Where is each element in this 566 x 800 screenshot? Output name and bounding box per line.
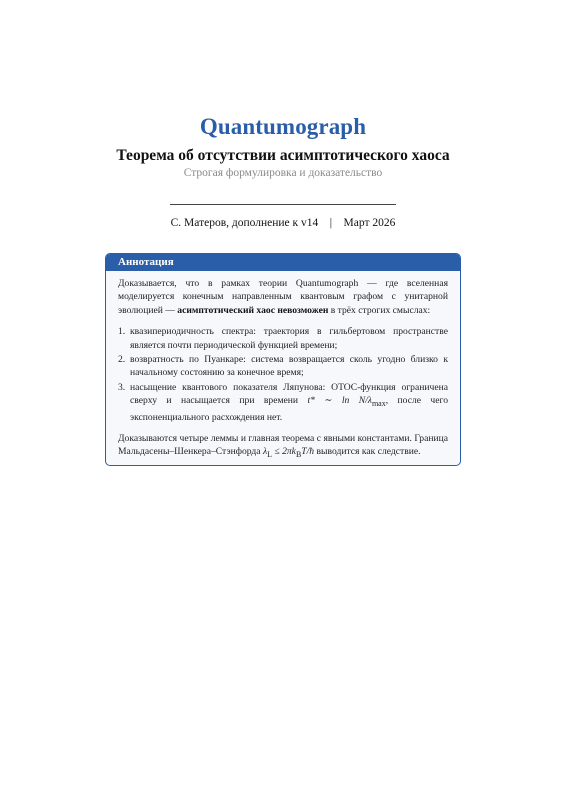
list-item-number: 1. [118,326,126,338]
math-subscript-l: L [267,450,273,460]
list-item [118,325,448,352]
abstract-intro [118,277,448,317]
list-item-text: насыщение квантового показателя Ляпунова: OTOC-функция ограничена сверху и насыщается при времени [130,381,448,407]
list-item-text: возвратность по Пуанкаре: система возвращается сколь угодно близко к начальному состоянию за конечное время; [130,354,448,379]
list-item-tail: , после чего экспоненциального расхождения нет. [130,395,449,423]
list-item-text: квазипериодичность спектра: траектория в гильбертовом пространстве является почти периодической функцией времени; [130,326,448,351]
author-byline: С. Матеров, дополнение к v14 | Март 2026 [170,217,396,229]
list-item [118,353,448,380]
abstract-conclusion-tail: выводится как следствие. [314,446,421,458]
abstract-intro-tail: в трёх строгих смыслах: [328,304,431,316]
list-item-number: 2. [118,354,126,366]
abstract-box [105,253,461,466]
abstract-conclusion [118,432,448,462]
abstract-intro-emphasis: асимптотический хаос невозможен [177,304,329,316]
paper-title: Quantumograph [199,114,367,139]
paper-tagline: Строгая формулировка и доказательство [183,167,383,179]
math-expression: t* ∼ ln N/λ [307,395,372,407]
paper-subtitle: Теорема об отсутствии асимптотического хаоса [116,147,450,164]
math-subscript-b: B [295,450,302,460]
list-item [118,381,448,424]
abstract-conclusion-text: Доказываются четыре леммы и главная теорема с явными константами. Граница Мальдасены–Шенкера–Стэнфорда [118,432,448,458]
math-lambda: λ [262,446,268,458]
abstract-header: Аннотация [106,254,460,271]
abstract-body [106,271,460,462]
math-bound: ≤ 2πk [272,446,296,458]
math-bound-tail: T/ħ [301,446,315,458]
abstract-points-list [118,325,448,424]
abstract-intro-text: Доказывается, что в рамках теории Quantumograph — где вселенная моделируется конечным направленным квантовым графом с унитарной эволюцией — [118,278,448,316]
list-item-number: 3. [118,381,126,393]
math-subscript: max [371,399,386,409]
title-divider [170,204,396,205]
